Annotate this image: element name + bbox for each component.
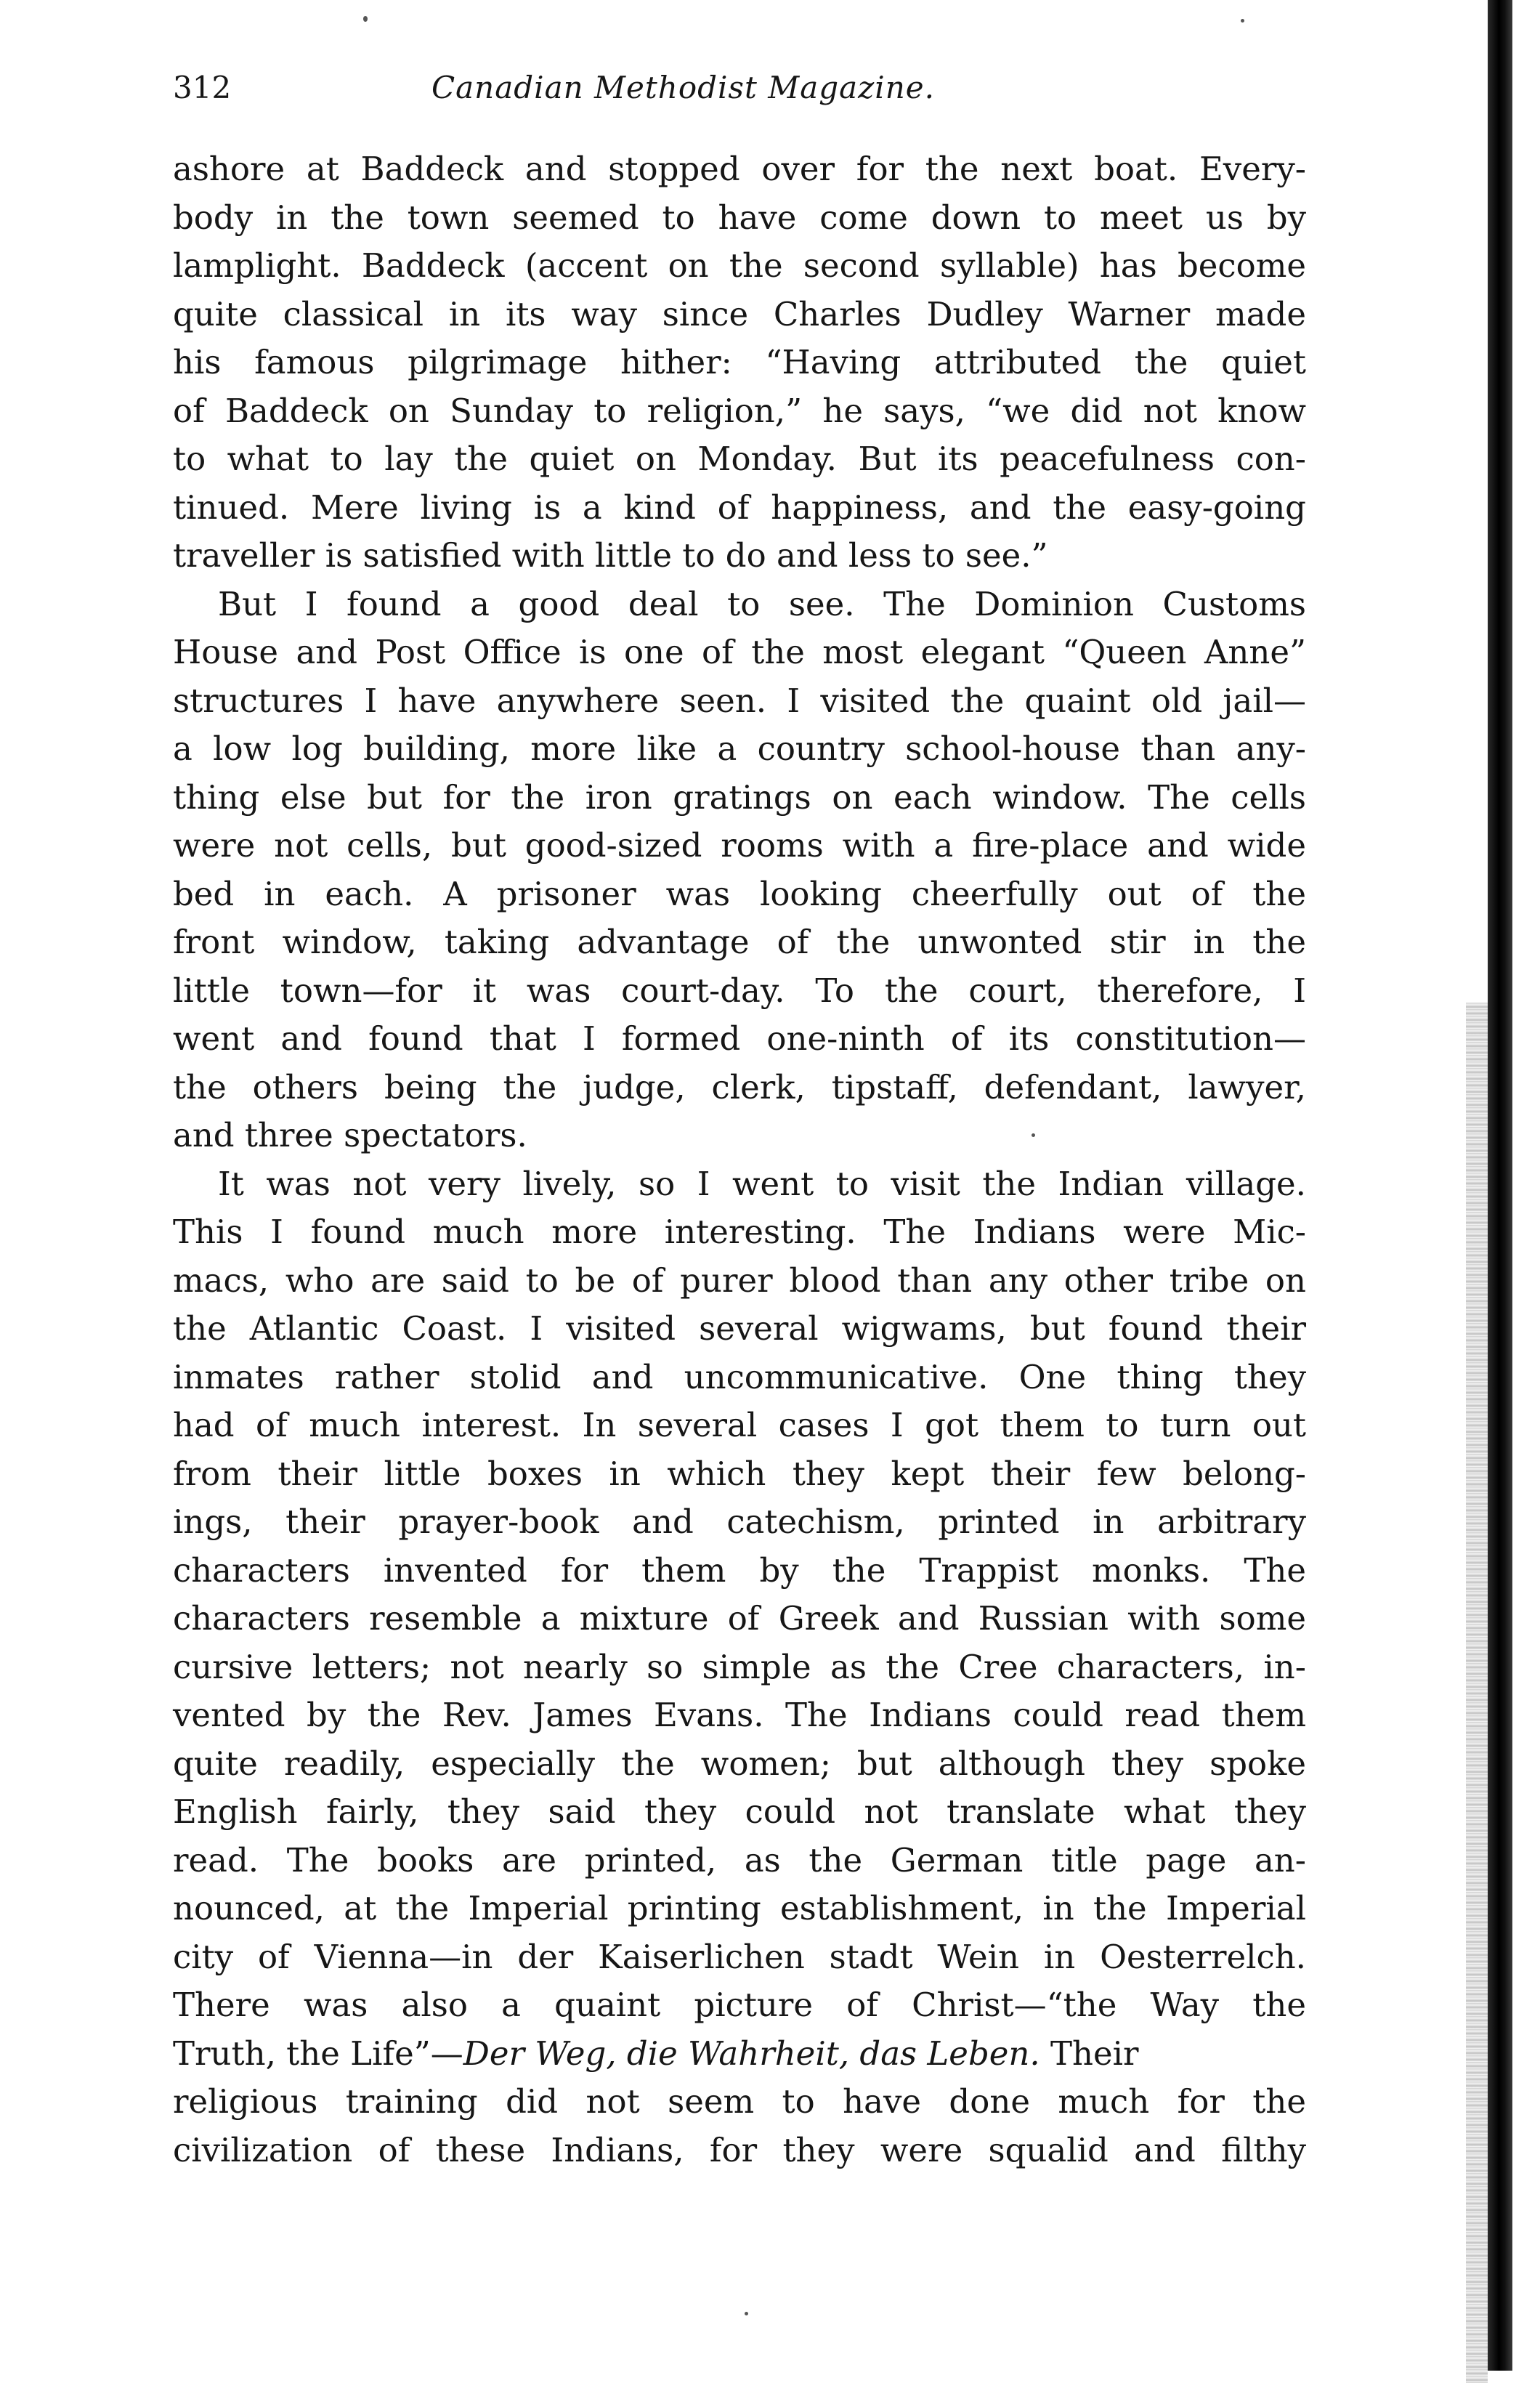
text-line: structures I have anywhere seen. I visited the quaint old jail— [173,681,1306,720]
text-line [173,2030,1306,2079]
text-line: House and Post Office is one of the most elegant “Queen Anne” [173,633,1306,671]
text-line: There was also a quaint picture of Christ—“the Way the [173,1986,1306,2024]
text-line: to what to lay the quiet on Monday. But its peacefulness con- [173,440,1306,478]
text-line: bed in each. A prisoner was looking cheerfully out of the [173,874,1306,913]
text-line: cursive letters; not nearly so simple as the Cree characters, in- [173,1647,1306,1686]
text-line: It was not very lively, so I went to visit the Indian village. [218,1164,1306,1203]
text-line: religious training did not seem to have done much for the [173,2082,1306,2121]
text-line: had of much interest. In several cases I got them to turn out [173,1406,1306,1444]
scan-speck [363,16,368,22]
body-text [173,145,1306,2174]
text-line: the Atlantic Coast. I visited several wigwams, but found their [173,1309,1306,1348]
scan-shadow [1466,1003,1488,2383]
text-line: vented by the Rev. James Evans. The Indians could read them [173,1696,1306,1734]
text-line: quite classical in its way since Charles Dudley Warner made [173,294,1306,333]
text-line: macs, who are said to be of purer blood than any other tribe on [173,1261,1306,1300]
text-line: his famous pilgrimage hither: “Having attributed the quiet [173,343,1306,381]
text-line: civilization of these Indians, for they were squalid and filthy [173,2130,1306,2169]
page-binding-edge [1488,0,1512,2371]
text-line: were not cells, but good-sized rooms with a fire-place and wide [173,826,1306,865]
text-line: ings, their prayer-book and catechism, printed in arbitrary [173,1502,1306,1541]
text-run: Their [1040,2034,1139,2073]
running-head [173,62,1306,113]
text-line: of Baddeck on Sunday to religion,” he says, “we did not know [173,391,1306,430]
page-number: 312 [173,70,232,105]
text-line: ashore at Baddeck and stopped over for the next boat. Every- [173,150,1306,188]
text-line: a low log building, more like a country school-house than any- [173,729,1306,768]
text-line: front window, taking advantage of the unwonted stir in the [173,923,1306,961]
text-line: and three spectators. [173,1116,527,1154]
text-line: tinued. Mere living is a kind of happiness, and the easy-going [173,487,1306,527]
text-line: went and found that I formed one-ninth of its constitution— [173,1019,1306,1058]
text-line: lamplight. Baddeck (accent on the second syllable) has become [173,246,1306,285]
text-line: characters resemble a mixture of Greek and Russian with some [173,1599,1306,1638]
text-line: traveller is satisfied with little to do and less to see.” [173,536,1048,575]
text-line: characters invented for them by the Trappist monks. The [173,1550,1306,1590]
text-line: This I found much more interesting. The Indians were Mic- [173,1213,1306,1251]
text-line: English fairly, they said they could not translate what they [173,1792,1306,1831]
text-line: But I found a good deal to see. The Dominion Customs [218,584,1306,623]
text-line: nounced, at the Imperial printing establishment, in the Imperial [173,1889,1306,1927]
scan-speck [1241,19,1244,23]
text-line: the others being the judge, clerk, tipstaff, defendant, lawyer, [173,1067,1306,1106]
scan-speck [745,2312,748,2315]
text-line: quite readily, especially the women; but although they spoke [173,1744,1306,1783]
text-line: from their little boxes in which they kept their few belong- [173,1454,1306,1493]
italic-phrase: Der Weg, die Wahrheit, das Leben. [463,2034,1040,2073]
text-line: inmates rather stolid and uncommunicative. One thing they [173,1357,1306,1396]
journal-title: Canadian Methodist Magazine. [431,70,935,105]
text-line: little town—for it was court-day. To the court, therefore, I [173,971,1306,1010]
text-line: read. The books are printed, as the German title page an- [173,1840,1306,1880]
scan-speck [1032,1133,1035,1137]
text-line: thing else but for the iron gratings on each window. The cells [173,777,1306,817]
text-line: body in the town seemed to have come down to meet us by [173,198,1306,237]
text-run: Truth, the Life”— [173,2034,463,2073]
text-line: city of Vienna—in der Kaiserlichen stadt Wein in Oesterrelch. [173,1937,1306,1976]
